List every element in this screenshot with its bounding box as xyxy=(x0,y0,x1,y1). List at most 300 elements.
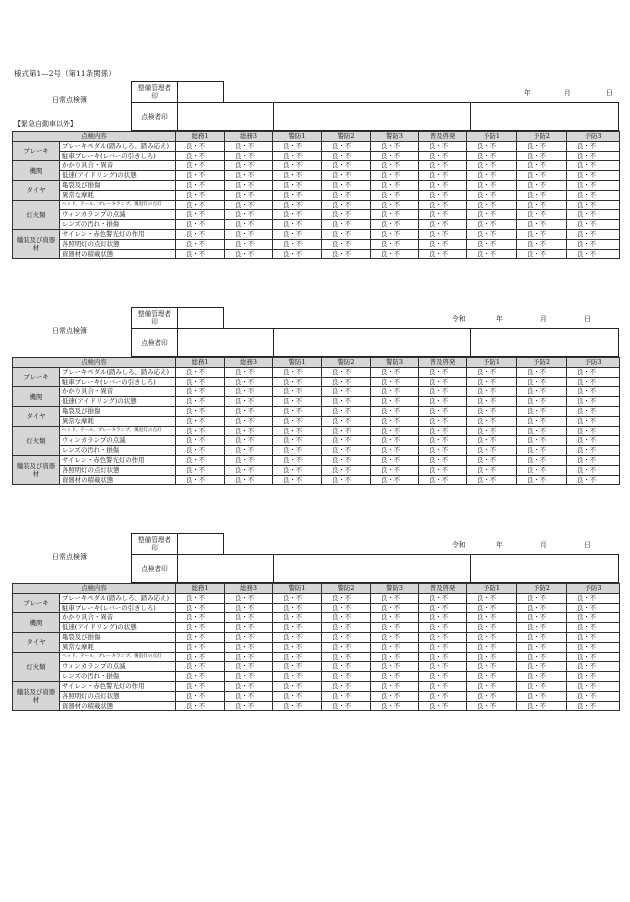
good-bad-mark[interactable]: 良・不 xyxy=(419,141,467,151)
good-bad-mark[interactable]: 良・不 xyxy=(322,475,371,485)
good-bad-mark[interactable]: 良・不 xyxy=(419,446,467,456)
good-bad-mark[interactable]: 良・不 xyxy=(225,387,273,397)
good-bad-mark[interactable]: 良・不 xyxy=(176,190,225,200)
good-bad-mark[interactable]: 良・不 xyxy=(322,249,371,259)
good-bad-mark[interactable]: 良・不 xyxy=(467,593,517,603)
good-bad-mark[interactable]: 良・不 xyxy=(419,229,467,239)
good-bad-mark[interactable]: 良・不 xyxy=(371,151,419,161)
good-bad-mark[interactable]: 良・不 xyxy=(371,220,419,230)
good-bad-mark[interactable]: 良・不 xyxy=(567,161,620,171)
good-bad-mark[interactable]: 良・不 xyxy=(467,200,517,210)
good-bad-mark[interactable]: 良・不 xyxy=(567,603,620,613)
good-bad-mark[interactable]: 良・不 xyxy=(273,613,322,623)
good-bad-mark[interactable]: 良・不 xyxy=(567,701,620,711)
good-bad-mark[interactable]: 良・不 xyxy=(225,672,273,682)
good-bad-mark[interactable]: 良・不 xyxy=(273,151,322,161)
good-bad-mark[interactable]: 良・不 xyxy=(467,249,517,259)
good-bad-mark[interactable]: 良・不 xyxy=(467,446,517,456)
good-bad-mark[interactable]: 良・不 xyxy=(273,465,322,475)
good-bad-mark[interactable]: 良・不 xyxy=(567,426,620,436)
good-bad-mark[interactable]: 良・不 xyxy=(273,220,322,230)
maintenance-manager-stamp[interactable] xyxy=(177,307,224,329)
good-bad-mark[interactable]: 良・不 xyxy=(225,161,273,171)
good-bad-mark[interactable]: 良・不 xyxy=(225,239,273,249)
good-bad-mark[interactable]: 良・不 xyxy=(176,377,225,387)
good-bad-mark[interactable]: 良・不 xyxy=(467,416,517,426)
good-bad-mark[interactable]: 良・不 xyxy=(322,161,371,171)
good-bad-mark[interactable]: 良・不 xyxy=(176,426,225,436)
good-bad-mark[interactable]: 良・不 xyxy=(273,593,322,603)
good-bad-mark[interactable]: 良・不 xyxy=(273,691,322,701)
good-bad-mark[interactable]: 良・不 xyxy=(517,672,567,682)
good-bad-mark[interactable]: 良・不 xyxy=(517,151,567,161)
good-bad-mark[interactable]: 良・不 xyxy=(567,652,620,662)
good-bad-mark[interactable]: 良・不 xyxy=(273,426,322,436)
good-bad-mark[interactable]: 良・不 xyxy=(467,701,517,711)
good-bad-mark[interactable]: 良・不 xyxy=(322,642,371,652)
good-bad-mark[interactable]: 良・不 xyxy=(273,229,322,239)
inspector-stamp[interactable] xyxy=(470,554,619,583)
good-bad-mark[interactable]: 良・不 xyxy=(225,406,273,416)
good-bad-mark[interactable]: 良・不 xyxy=(225,171,273,181)
good-bad-mark[interactable]: 良・不 xyxy=(273,397,322,407)
good-bad-mark[interactable]: 良・不 xyxy=(371,210,419,220)
good-bad-mark[interactable]: 良・不 xyxy=(371,603,419,613)
good-bad-mark[interactable]: 良・不 xyxy=(322,220,371,230)
good-bad-mark[interactable]: 良・不 xyxy=(273,701,322,711)
good-bad-mark[interactable]: 良・不 xyxy=(176,416,225,426)
good-bad-mark[interactable]: 良・不 xyxy=(273,210,322,220)
good-bad-mark[interactable]: 良・不 xyxy=(225,426,273,436)
good-bad-mark[interactable]: 良・不 xyxy=(419,171,467,181)
good-bad-mark[interactable]: 良・不 xyxy=(567,397,620,407)
good-bad-mark[interactable]: 良・不 xyxy=(517,475,567,485)
inspector-stamp[interactable] xyxy=(177,102,274,131)
good-bad-mark[interactable]: 良・不 xyxy=(467,397,517,407)
good-bad-mark[interactable]: 良・不 xyxy=(419,642,467,652)
good-bad-mark[interactable]: 良・不 xyxy=(419,387,467,397)
good-bad-mark[interactable]: 良・不 xyxy=(176,180,225,190)
good-bad-mark[interactable]: 良・不 xyxy=(567,642,620,652)
good-bad-mark[interactable]: 良・不 xyxy=(176,406,225,416)
good-bad-mark[interactable]: 良・不 xyxy=(371,681,419,691)
good-bad-mark[interactable]: 良・不 xyxy=(467,171,517,181)
good-bad-mark[interactable]: 良・不 xyxy=(567,593,620,603)
good-bad-mark[interactable]: 良・不 xyxy=(517,161,567,171)
good-bad-mark[interactable]: 良・不 xyxy=(225,151,273,161)
good-bad-mark[interactable]: 良・不 xyxy=(273,141,322,151)
good-bad-mark[interactable]: 良・不 xyxy=(419,200,467,210)
good-bad-mark[interactable]: 良・不 xyxy=(567,446,620,456)
good-bad-mark[interactable]: 良・不 xyxy=(322,446,371,456)
good-bad-mark[interactable]: 良・不 xyxy=(517,141,567,151)
good-bad-mark[interactable]: 良・不 xyxy=(371,652,419,662)
good-bad-mark[interactable]: 良・不 xyxy=(322,672,371,682)
good-bad-mark[interactable]: 良・不 xyxy=(467,603,517,613)
good-bad-mark[interactable]: 良・不 xyxy=(567,180,620,190)
good-bad-mark[interactable]: 良・不 xyxy=(371,239,419,249)
good-bad-mark[interactable]: 良・不 xyxy=(517,249,567,259)
good-bad-mark[interactable]: 良・不 xyxy=(567,239,620,249)
good-bad-mark[interactable]: 良・不 xyxy=(225,416,273,426)
good-bad-mark[interactable]: 良・不 xyxy=(517,171,567,181)
good-bad-mark[interactable]: 良・不 xyxy=(467,475,517,485)
maintenance-manager-stamp[interactable] xyxy=(177,533,224,555)
good-bad-mark[interactable]: 良・不 xyxy=(419,632,467,642)
good-bad-mark[interactable]: 良・不 xyxy=(567,151,620,161)
good-bad-mark[interactable]: 良・不 xyxy=(517,642,567,652)
good-bad-mark[interactable]: 良・不 xyxy=(419,652,467,662)
good-bad-mark[interactable]: 良・不 xyxy=(517,652,567,662)
good-bad-mark[interactable]: 良・不 xyxy=(467,210,517,220)
good-bad-mark[interactable]: 良・不 xyxy=(371,406,419,416)
good-bad-mark[interactable]: 良・不 xyxy=(419,239,467,249)
good-bad-mark[interactable]: 良・不 xyxy=(371,465,419,475)
good-bad-mark[interactable]: 良・不 xyxy=(567,455,620,465)
good-bad-mark[interactable]: 良・不 xyxy=(371,475,419,485)
good-bad-mark[interactable]: 良・不 xyxy=(176,436,225,446)
good-bad-mark[interactable]: 良・不 xyxy=(567,210,620,220)
good-bad-mark[interactable]: 良・不 xyxy=(371,180,419,190)
good-bad-mark[interactable]: 良・不 xyxy=(273,249,322,259)
good-bad-mark[interactable]: 良・不 xyxy=(176,613,225,623)
good-bad-mark[interactable]: 良・不 xyxy=(419,249,467,259)
good-bad-mark[interactable]: 良・不 xyxy=(419,593,467,603)
good-bad-mark[interactable]: 良・不 xyxy=(176,623,225,633)
good-bad-mark[interactable]: 良・不 xyxy=(567,465,620,475)
good-bad-mark[interactable]: 良・不 xyxy=(467,426,517,436)
good-bad-mark[interactable]: 良・不 xyxy=(567,691,620,701)
good-bad-mark[interactable]: 良・不 xyxy=(176,691,225,701)
good-bad-mark[interactable]: 良・不 xyxy=(322,465,371,475)
good-bad-mark[interactable]: 良・不 xyxy=(176,200,225,210)
good-bad-mark[interactable]: 良・不 xyxy=(322,406,371,416)
good-bad-mark[interactable]: 良・不 xyxy=(322,210,371,220)
good-bad-mark[interactable]: 良・不 xyxy=(225,190,273,200)
good-bad-mark[interactable]: 良・不 xyxy=(273,475,322,485)
good-bad-mark[interactable]: 良・不 xyxy=(322,416,371,426)
good-bad-mark[interactable]: 良・不 xyxy=(371,190,419,200)
good-bad-mark[interactable]: 良・不 xyxy=(371,200,419,210)
good-bad-mark[interactable]: 良・不 xyxy=(176,455,225,465)
good-bad-mark[interactable]: 良・不 xyxy=(322,701,371,711)
good-bad-mark[interactable]: 良・不 xyxy=(371,436,419,446)
good-bad-mark[interactable]: 良・不 xyxy=(176,239,225,249)
good-bad-mark[interactable]: 良・不 xyxy=(176,593,225,603)
good-bad-mark[interactable]: 良・不 xyxy=(371,377,419,387)
good-bad-mark[interactable]: 良・不 xyxy=(419,190,467,200)
good-bad-mark[interactable]: 良・不 xyxy=(419,377,467,387)
good-bad-mark[interactable]: 良・不 xyxy=(419,161,467,171)
good-bad-mark[interactable]: 良・不 xyxy=(467,190,517,200)
good-bad-mark[interactable]: 良・不 xyxy=(322,426,371,436)
good-bad-mark[interactable]: 良・不 xyxy=(322,681,371,691)
good-bad-mark[interactable]: 良・不 xyxy=(322,190,371,200)
good-bad-mark[interactable]: 良・不 xyxy=(517,239,567,249)
good-bad-mark[interactable]: 良・不 xyxy=(419,455,467,465)
good-bad-mark[interactable]: 良・不 xyxy=(567,623,620,633)
inspector-stamp[interactable] xyxy=(177,554,274,583)
good-bad-mark[interactable]: 良・不 xyxy=(517,397,567,407)
good-bad-mark[interactable]: 良・不 xyxy=(567,249,620,259)
good-bad-mark[interactable]: 良・不 xyxy=(225,681,273,691)
good-bad-mark[interactable]: 良・不 xyxy=(225,141,273,151)
good-bad-mark[interactable]: 良・不 xyxy=(419,465,467,475)
good-bad-mark[interactable]: 良・不 xyxy=(371,141,419,151)
good-bad-mark[interactable]: 良・不 xyxy=(419,210,467,220)
good-bad-mark[interactable]: 良・不 xyxy=(273,642,322,652)
good-bad-mark[interactable]: 良・不 xyxy=(517,190,567,200)
good-bad-mark[interactable]: 良・不 xyxy=(225,377,273,387)
good-bad-mark[interactable]: 良・不 xyxy=(567,190,620,200)
good-bad-mark[interactable]: 良・不 xyxy=(517,632,567,642)
good-bad-mark[interactable]: 良・不 xyxy=(176,397,225,407)
good-bad-mark[interactable]: 良・不 xyxy=(322,603,371,613)
good-bad-mark[interactable]: 良・不 xyxy=(467,465,517,475)
good-bad-mark[interactable]: 良・不 xyxy=(225,220,273,230)
good-bad-mark[interactable]: 良・不 xyxy=(517,691,567,701)
good-bad-mark[interactable]: 良・不 xyxy=(322,377,371,387)
maintenance-manager-stamp[interactable] xyxy=(177,81,224,103)
good-bad-mark[interactable]: 良・不 xyxy=(467,632,517,642)
good-bad-mark[interactable]: 良・不 xyxy=(467,662,517,672)
good-bad-mark[interactable]: 良・不 xyxy=(322,593,371,603)
good-bad-mark[interactable]: 良・不 xyxy=(467,180,517,190)
good-bad-mark[interactable]: 良・不 xyxy=(273,200,322,210)
good-bad-mark[interactable]: 良・不 xyxy=(176,367,225,377)
good-bad-mark[interactable]: 良・不 xyxy=(517,613,567,623)
good-bad-mark[interactable]: 良・不 xyxy=(371,623,419,633)
good-bad-mark[interactable]: 良・不 xyxy=(273,190,322,200)
good-bad-mark[interactable]: 良・不 xyxy=(419,701,467,711)
good-bad-mark[interactable]: 良・不 xyxy=(225,367,273,377)
good-bad-mark[interactable]: 良・不 xyxy=(419,691,467,701)
good-bad-mark[interactable]: 良・不 xyxy=(176,161,225,171)
good-bad-mark[interactable]: 良・不 xyxy=(176,652,225,662)
good-bad-mark[interactable]: 良・不 xyxy=(419,603,467,613)
good-bad-mark[interactable]: 良・不 xyxy=(517,416,567,426)
good-bad-mark[interactable]: 良・不 xyxy=(419,416,467,426)
inspector-stamp[interactable] xyxy=(470,328,619,357)
good-bad-mark[interactable]: 良・不 xyxy=(176,632,225,642)
good-bad-mark[interactable]: 良・不 xyxy=(322,691,371,701)
good-bad-mark[interactable]: 良・不 xyxy=(273,367,322,377)
good-bad-mark[interactable]: 良・不 xyxy=(419,367,467,377)
good-bad-mark[interactable]: 良・不 xyxy=(517,200,567,210)
good-bad-mark[interactable]: 良・不 xyxy=(371,672,419,682)
good-bad-mark[interactable]: 良・不 xyxy=(419,475,467,485)
good-bad-mark[interactable]: 良・不 xyxy=(225,455,273,465)
good-bad-mark[interactable]: 良・不 xyxy=(371,642,419,652)
good-bad-mark[interactable]: 良・不 xyxy=(467,161,517,171)
good-bad-mark[interactable]: 良・不 xyxy=(273,180,322,190)
good-bad-mark[interactable]: 良・不 xyxy=(517,220,567,230)
good-bad-mark[interactable]: 良・不 xyxy=(371,613,419,623)
good-bad-mark[interactable]: 良・不 xyxy=(419,220,467,230)
good-bad-mark[interactable]: 良・不 xyxy=(176,151,225,161)
good-bad-mark[interactable]: 良・不 xyxy=(225,593,273,603)
good-bad-mark[interactable]: 良・不 xyxy=(517,681,567,691)
good-bad-mark[interactable]: 良・不 xyxy=(567,220,620,230)
good-bad-mark[interactable]: 良・不 xyxy=(371,446,419,456)
good-bad-mark[interactable]: 良・不 xyxy=(273,406,322,416)
good-bad-mark[interactable]: 良・不 xyxy=(273,632,322,642)
good-bad-mark[interactable]: 良・不 xyxy=(176,642,225,652)
good-bad-mark[interactable]: 良・不 xyxy=(467,151,517,161)
good-bad-mark[interactable]: 良・不 xyxy=(567,416,620,426)
good-bad-mark[interactable]: 良・不 xyxy=(419,681,467,691)
good-bad-mark[interactable]: 良・不 xyxy=(322,662,371,672)
good-bad-mark[interactable]: 良・不 xyxy=(467,672,517,682)
good-bad-mark[interactable]: 良・不 xyxy=(517,446,567,456)
good-bad-mark[interactable]: 良・不 xyxy=(176,603,225,613)
good-bad-mark[interactable]: 良・不 xyxy=(567,662,620,672)
good-bad-mark[interactable]: 良・不 xyxy=(419,662,467,672)
good-bad-mark[interactable]: 良・不 xyxy=(322,151,371,161)
good-bad-mark[interactable]: 良・不 xyxy=(467,220,517,230)
good-bad-mark[interactable]: 良・不 xyxy=(225,662,273,672)
good-bad-mark[interactable]: 良・不 xyxy=(322,229,371,239)
good-bad-mark[interactable]: 良・不 xyxy=(517,426,567,436)
good-bad-mark[interactable]: 良・不 xyxy=(467,229,517,239)
good-bad-mark[interactable]: 良・不 xyxy=(517,436,567,446)
good-bad-mark[interactable]: 良・不 xyxy=(467,455,517,465)
good-bad-mark[interactable]: 良・不 xyxy=(225,200,273,210)
good-bad-mark[interactable]: 良・不 xyxy=(517,455,567,465)
good-bad-mark[interactable]: 良・不 xyxy=(322,367,371,377)
good-bad-mark[interactable]: 良・不 xyxy=(419,406,467,416)
good-bad-mark[interactable]: 良・不 xyxy=(322,171,371,181)
good-bad-mark[interactable]: 良・不 xyxy=(517,210,567,220)
good-bad-mark[interactable]: 良・不 xyxy=(371,397,419,407)
good-bad-mark[interactable]: 良・不 xyxy=(517,662,567,672)
good-bad-mark[interactable]: 良・不 xyxy=(176,229,225,239)
good-bad-mark[interactable]: 良・不 xyxy=(322,200,371,210)
good-bad-mark[interactable]: 良・不 xyxy=(225,603,273,613)
good-bad-mark[interactable]: 良・不 xyxy=(467,642,517,652)
good-bad-mark[interactable]: 良・不 xyxy=(567,681,620,691)
good-bad-mark[interactable]: 良・不 xyxy=(225,701,273,711)
good-bad-mark[interactable]: 良・不 xyxy=(467,613,517,623)
good-bad-mark[interactable]: 良・不 xyxy=(419,397,467,407)
good-bad-mark[interactable]: 良・不 xyxy=(225,397,273,407)
good-bad-mark[interactable]: 良・不 xyxy=(467,239,517,249)
inspector-stamp[interactable] xyxy=(273,554,471,583)
good-bad-mark[interactable]: 良・不 xyxy=(322,623,371,633)
good-bad-mark[interactable]: 良・不 xyxy=(419,672,467,682)
good-bad-mark[interactable]: 良・不 xyxy=(176,681,225,691)
good-bad-mark[interactable]: 良・不 xyxy=(371,416,419,426)
good-bad-mark[interactable]: 良・不 xyxy=(517,387,567,397)
good-bad-mark[interactable]: 良・不 xyxy=(322,632,371,642)
good-bad-mark[interactable]: 良・不 xyxy=(371,387,419,397)
good-bad-mark[interactable]: 良・不 xyxy=(517,367,567,377)
good-bad-mark[interactable]: 良・不 xyxy=(419,436,467,446)
good-bad-mark[interactable]: 良・不 xyxy=(273,436,322,446)
good-bad-mark[interactable]: 良・不 xyxy=(176,662,225,672)
good-bad-mark[interactable]: 良・不 xyxy=(567,436,620,446)
good-bad-mark[interactable]: 良・不 xyxy=(517,406,567,416)
good-bad-mark[interactable]: 良・不 xyxy=(567,229,620,239)
good-bad-mark[interactable]: 良・不 xyxy=(273,652,322,662)
good-bad-mark[interactable]: 良・不 xyxy=(517,623,567,633)
good-bad-mark[interactable]: 良・不 xyxy=(567,672,620,682)
good-bad-mark[interactable]: 良・不 xyxy=(176,249,225,259)
good-bad-mark[interactable]: 良・不 xyxy=(176,387,225,397)
inspector-stamp[interactable] xyxy=(273,102,471,131)
inspector-stamp[interactable] xyxy=(273,328,471,357)
good-bad-mark[interactable]: 良・不 xyxy=(225,465,273,475)
good-bad-mark[interactable]: 良・不 xyxy=(176,446,225,456)
good-bad-mark[interactable]: 良・不 xyxy=(371,632,419,642)
good-bad-mark[interactable]: 良・不 xyxy=(322,180,371,190)
good-bad-mark[interactable]: 良・不 xyxy=(273,681,322,691)
good-bad-mark[interactable]: 良・不 xyxy=(419,613,467,623)
good-bad-mark[interactable]: 良・不 xyxy=(567,406,620,416)
good-bad-mark[interactable]: 良・不 xyxy=(273,446,322,456)
good-bad-mark[interactable]: 良・不 xyxy=(419,426,467,436)
good-bad-mark[interactable]: 良・不 xyxy=(517,593,567,603)
good-bad-mark[interactable]: 良・不 xyxy=(371,455,419,465)
good-bad-mark[interactable]: 良・不 xyxy=(176,141,225,151)
good-bad-mark[interactable]: 良・不 xyxy=(467,623,517,633)
inspector-stamp[interactable] xyxy=(177,328,274,357)
good-bad-mark[interactable]: 良・不 xyxy=(176,701,225,711)
good-bad-mark[interactable]: 良・不 xyxy=(322,652,371,662)
good-bad-mark[interactable]: 良・不 xyxy=(273,239,322,249)
good-bad-mark[interactable]: 良・不 xyxy=(517,229,567,239)
good-bad-mark[interactable]: 良・不 xyxy=(273,662,322,672)
good-bad-mark[interactable]: 良・不 xyxy=(273,672,322,682)
good-bad-mark[interactable]: 良・不 xyxy=(567,613,620,623)
good-bad-mark[interactable]: 良・不 xyxy=(322,387,371,397)
good-bad-mark[interactable]: 良・不 xyxy=(371,229,419,239)
good-bad-mark[interactable]: 良・不 xyxy=(176,171,225,181)
good-bad-mark[interactable]: 良・不 xyxy=(225,642,273,652)
good-bad-mark[interactable]: 良・不 xyxy=(567,367,620,377)
good-bad-mark[interactable]: 良・不 xyxy=(273,377,322,387)
good-bad-mark[interactable]: 良・不 xyxy=(371,701,419,711)
good-bad-mark[interactable]: 良・不 xyxy=(567,475,620,485)
good-bad-mark[interactable]: 良・不 xyxy=(371,691,419,701)
good-bad-mark[interactable]: 良・不 xyxy=(371,426,419,436)
good-bad-mark[interactable]: 良・不 xyxy=(225,632,273,642)
good-bad-mark[interactable]: 良・不 xyxy=(273,171,322,181)
good-bad-mark[interactable]: 良・不 xyxy=(225,249,273,259)
good-bad-mark[interactable]: 良・不 xyxy=(322,397,371,407)
good-bad-mark[interactable]: 良・不 xyxy=(517,603,567,613)
good-bad-mark[interactable]: 良・不 xyxy=(467,691,517,701)
good-bad-mark[interactable]: 良・不 xyxy=(225,436,273,446)
good-bad-mark[interactable]: 良・不 xyxy=(467,367,517,377)
good-bad-mark[interactable]: 良・不 xyxy=(567,171,620,181)
good-bad-mark[interactable]: 良・不 xyxy=(273,623,322,633)
good-bad-mark[interactable]: 良・不 xyxy=(517,701,567,711)
good-bad-mark[interactable]: 良・不 xyxy=(176,465,225,475)
good-bad-mark[interactable]: 良・不 xyxy=(567,141,620,151)
good-bad-mark[interactable]: 良・不 xyxy=(322,239,371,249)
good-bad-mark[interactable]: 良・不 xyxy=(517,465,567,475)
good-bad-mark[interactable]: 良・不 xyxy=(225,210,273,220)
good-bad-mark[interactable]: 良・不 xyxy=(225,691,273,701)
good-bad-mark[interactable]: 良・不 xyxy=(225,229,273,239)
good-bad-mark[interactable]: 良・不 xyxy=(419,151,467,161)
good-bad-mark[interactable]: 良・不 xyxy=(419,623,467,633)
good-bad-mark[interactable]: 良・不 xyxy=(567,632,620,642)
good-bad-mark[interactable]: 良・不 xyxy=(225,613,273,623)
good-bad-mark[interactable]: 良・不 xyxy=(467,681,517,691)
good-bad-mark[interactable]: 良・不 xyxy=(322,436,371,446)
